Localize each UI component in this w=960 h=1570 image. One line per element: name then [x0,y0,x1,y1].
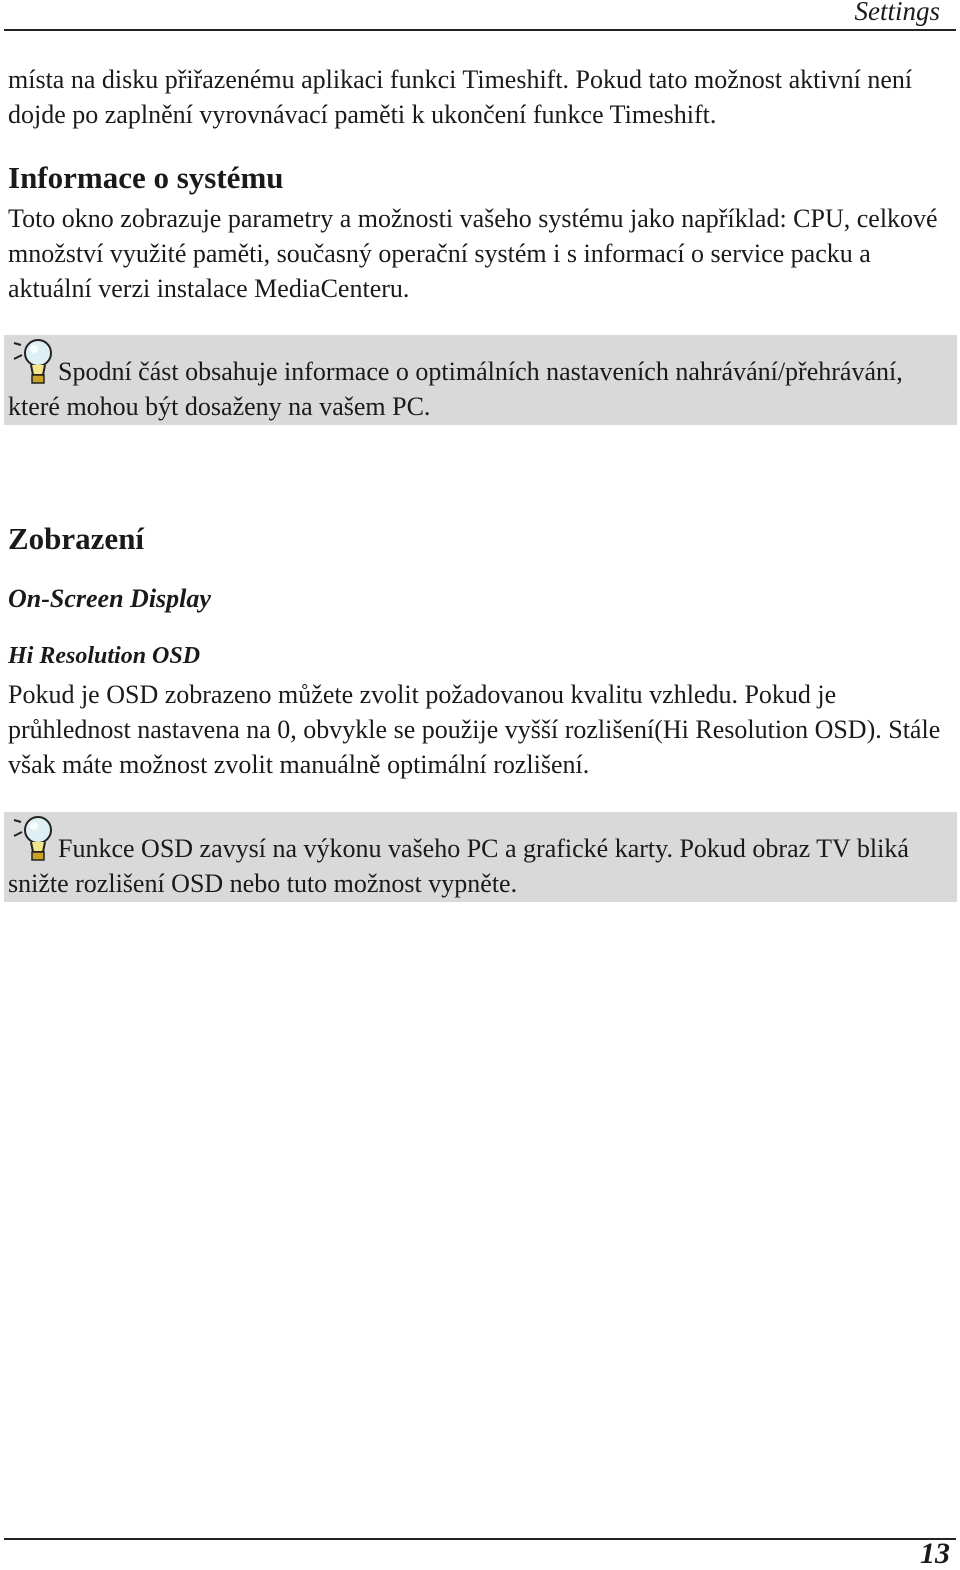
lightbulb-icon [12,812,56,868]
tip-text-system: Spodní část obsahuje informace o optimálních nastaveních nahrávání/přehrávání, které mohou být dosaženy na vašem PC. [8,357,903,421]
tip-box-system [4,335,957,425]
running-header: Settings [854,0,940,26]
system-info-paragraph: Toto okno zobrazuje parametry a možnosti vašeho systému jako například: CPU, celkové množství využité paměti, současný operační systém i s informací o service packu a aktuální verzi instalace MediaCenteru. [8,204,938,303]
intro-paragraph: místa na disku přiřazenému aplikaci funkci Timeshift. Pokud tato možnost aktivní není dojde po zaplnění vyrovnávací paměti k ukončení funkce Timeshift. [8,65,913,129]
tip-box-display [4,812,957,902]
heading-display: Zobrazení [8,521,145,556]
header-rule [4,29,956,31]
lightbulb-icon [12,335,56,391]
tip-text-display: Funkce OSD zavysí na výkonu vašeho PC a grafické karty. Pokud obraz TV bliká snižte rozlišení OSD nebo tuto možnost vypněte. [8,834,909,898]
subheading-osd: On-Screen Display [8,584,211,613]
heading-system-info: Informace o systému [8,160,284,195]
footer-rule [4,1538,956,1540]
page-number: 13 [920,1537,950,1570]
display-paragraph: Pokud je OSD zobrazeno můžete zvolit požadovanou kvalitu vzhledu. Pokud je průhlednost nastavena na 0, obvykle se použije vyšší rozlišení(Hi Resolution OSD). Stále však máte možnost zvolit manuálně optimální rozlišení. [8,680,941,779]
subsubheading-hi-res-osd: Hi Resolution OSD [8,643,201,669]
